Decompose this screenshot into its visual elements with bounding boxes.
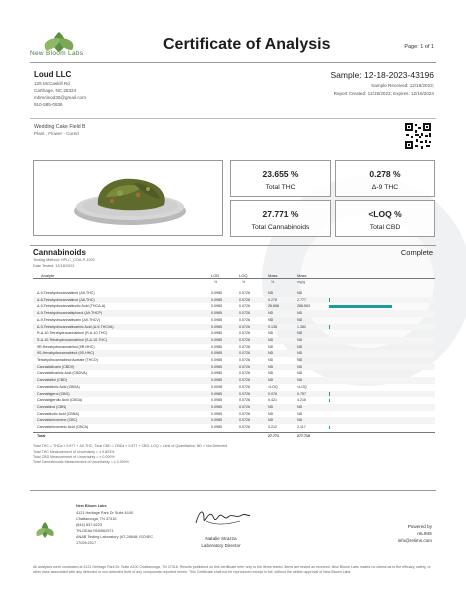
stat-delta9-thc (335, 160, 435, 197)
analyte-name: R-Δ-10-Tetrahydrocannabinol (R-Δ-10-THC) (37, 331, 108, 336)
analyte-mass-mg: 2.117 (297, 425, 306, 429)
analyte-lod: 0.0985 (211, 398, 222, 403)
analyte-name: 9S-Hexahydrocannabinol (9S-HHC) (37, 351, 95, 356)
stat-label: Δ-9 THC (371, 184, 399, 191)
analyte-loq: 0.0726 (239, 384, 250, 389)
analyte-mass: ND (268, 404, 274, 409)
product-photo (33, 160, 223, 236)
signature-image (192, 505, 252, 529)
analyte-mass: ND (268, 358, 274, 362)
table-row (33, 397, 435, 404)
analyte-mass: ND (268, 331, 274, 336)
unit-mass-mg: mg/g (297, 280, 305, 284)
analyte-name: Tetrahydrocannabinol Acetate (THCO) (37, 358, 98, 362)
analyte-name: Cannabigerolic Acid (CBGA) (37, 398, 83, 403)
lab-license: TN-DEA# RN0562971 (76, 529, 114, 533)
analyte-mass-mg: ND (297, 291, 303, 295)
flower-image (34, 161, 223, 236)
table-row (33, 377, 435, 384)
analyte-lod: 0.0985 (211, 351, 222, 356)
table-row (33, 411, 435, 418)
analyte-lod: 0.0985 (211, 304, 222, 309)
analyte-lod: 0.0985 (211, 418, 222, 423)
signer-role: Laboratory Director (201, 543, 241, 548)
analyte-bar (329, 426, 330, 430)
analyte-name: Δ-9-Tetrahydrocannabinolic Acid (THCA-A) (37, 304, 106, 309)
analyte-name: S-Δ-10-Tetrahydrocannabinol (S-Δ-10-THC) (37, 337, 107, 342)
analyte-mass: 0.278 (268, 297, 277, 302)
analyte-loq: 0.0726 (239, 304, 250, 309)
analyte-mass-mg: ND (297, 418, 303, 423)
analyte-loq: 0.0726 (239, 317, 250, 322)
lab-logo-small-icon (33, 520, 57, 542)
analyte-mass: 0.138 (268, 324, 277, 329)
unit-loq: % (242, 280, 246, 284)
header-lod: LOD (211, 273, 220, 278)
signer-name: Natalie Strazza (205, 536, 237, 541)
qr-code-icon (404, 122, 432, 150)
analyte-name: Δ-9-Tetrahydrocannabinol (Δ9-THC) (37, 291, 95, 295)
lab-name: New Bloom Labs (76, 504, 107, 508)
analyte-lod: 0.0985 (211, 337, 222, 342)
total-mass: 27.771 (268, 434, 279, 438)
stat-total-cannabinoids (230, 200, 331, 237)
analyte-mass-mg: ND (297, 378, 303, 383)
analyte-bar (329, 392, 330, 396)
disclaimer-text: All analyses were conducted at 4121 Heritage Park Dr. Suite A100 Chattanooga, TN 37416. Results published on this certificate refer only to the items tested. Items are tested as received. New Bloom Labs makes no claims as to the efficacy, safety, or other risks associated with any detected or non-detected level of any compounds reported herein. This Certificate shall not be reproduced except in full, without the written approval of New Bloom Labs. (33, 565, 431, 575)
table-row (33, 290, 435, 297)
analyte-loq: 0.0726 (239, 411, 250, 416)
analyte-bar (329, 399, 330, 403)
analyte-mass: 0.212 (268, 425, 277, 429)
table-row (33, 337, 435, 344)
analyte-name: Δ-9-Tetrahydrocannabiphorol (Δ9-THCP) (37, 311, 103, 316)
table-total-row (33, 432, 435, 439)
analyte-lod: 0.0985 (211, 358, 222, 362)
analyte-name: Cannabichromenic Acid (CBCA) (37, 425, 89, 429)
section-divider (30, 245, 436, 246)
stat-value: <LOQ % (368, 209, 402, 219)
table-row (33, 324, 435, 331)
stat-total-cbd (335, 200, 435, 237)
analyte-mass-mg: ND (297, 337, 303, 342)
analyte-name: Δ-9-Tetrahydrocannabivarinic Acid (Δ-9-THCVA) (37, 324, 114, 329)
table-note: Total CBD Measurement of Uncertainty = ± 0.000% (33, 455, 115, 459)
analyte-lod: 0.0985 (211, 425, 222, 429)
analyte-mass: ND (268, 317, 274, 322)
lab-accreditation-2: 17025:2017 (76, 541, 97, 545)
analyte-mass: ND (268, 418, 274, 423)
analyte-mass: ND (268, 337, 274, 342)
analyte-loq: 0.0726 (239, 291, 250, 295)
powered-by-site: info@relims.com (397, 538, 432, 543)
header-mass-mg: Mass (297, 273, 307, 278)
analyte-loq: 0.0726 (239, 324, 250, 329)
page-title: Certificate of Analysis (163, 36, 331, 53)
page-number: Page: 1 of 1 (404, 44, 434, 50)
total-label: Total (37, 434, 46, 438)
table-row (33, 417, 435, 424)
stat-total-thc (230, 160, 331, 197)
analyte-mass-mg: ND (297, 364, 303, 369)
analyte-loq: 0.0726 (239, 404, 250, 409)
analyte-loq: 0.0726 (239, 311, 250, 316)
analyte-mass-mg: 1.382 (297, 324, 306, 329)
table-row (33, 350, 435, 357)
analyte-loq: 0.0726 (239, 297, 250, 302)
stat-label: Total CBD (369, 224, 401, 231)
report-dates: Report Created: 12/19/2023; Expires: 12/18/2024 (333, 91, 434, 96)
table-row (33, 424, 435, 431)
stat-value: 27.771 % (262, 209, 299, 219)
analyte-bar (329, 305, 392, 309)
analyte-mass: <LOQ (268, 384, 278, 389)
client-address-1: 125 McCaskill Rd (34, 81, 70, 86)
analyte-name: Cannabigerol (CBG) (37, 391, 70, 396)
unit-mass: % (271, 280, 275, 284)
stat-value: 0.278 % (369, 169, 401, 179)
sample-received: Sample Received: 12/18/2023; (371, 83, 434, 88)
header-mass: Mass (268, 273, 278, 278)
analyte-loq: 0.0726 (239, 371, 250, 376)
analyte-mass-mg: ND (297, 317, 303, 322)
analyte-mass-mg: ND (297, 331, 303, 336)
analyte-loq: 0.0726 (239, 351, 250, 356)
table-row (33, 364, 435, 371)
stat-label: Total Cannabinoids (251, 224, 310, 231)
analyte-mass-mg: 4.216 (297, 398, 306, 403)
product-type: Plant , Flower - Cured (34, 131, 79, 136)
date-tested: Date Tested: 12/18/2023 (33, 264, 75, 268)
logo-name: New Bloom Labs (30, 50, 84, 57)
lab-address-1: 4121 Heritage Park Dr Suite A100 (76, 511, 134, 515)
analyte-lod: 0.0985 (211, 391, 222, 396)
analyte-mass-mg: ND (297, 344, 303, 349)
table-header (33, 272, 435, 279)
analyte-loq: 0.0726 (239, 398, 250, 403)
footer-divider (30, 490, 436, 491)
analyte-loq: 0.0726 (239, 378, 250, 383)
stat-label: Total THC (265, 184, 296, 191)
analyte-loq: 0.0726 (239, 337, 250, 342)
analyte-mass-mg: ND (297, 351, 303, 356)
analyte-mass-mg: 2.777 (297, 297, 306, 302)
product-name: Wedding Cake Field B (34, 124, 86, 130)
analyte-mass: ND (268, 311, 274, 316)
analyte-lod: 0.0985 (211, 331, 222, 336)
analyte-name: Cannabidivarin (CBDV) (37, 364, 75, 369)
analyte-mass-mg: ND (297, 311, 303, 316)
analyte-mass-mg: ND (297, 358, 303, 362)
header-analyte: Analyte (41, 273, 55, 278)
lab-accreditation: ANAB Testing Laboratory (AT-28648; ISO/IEC (76, 535, 154, 539)
analyte-mass: ND (268, 344, 274, 349)
analyte-name: Δ-8-Tetrahydrocannabinol (Δ8-THC) (37, 297, 95, 302)
stat-value: 23.655 % (262, 169, 299, 179)
table-row (33, 317, 435, 324)
analyte-mass: 0.076 (268, 391, 277, 396)
header-loq: LOQ (239, 273, 248, 278)
table-note: Total Cannabinoids Measurement of Uncertainty = ± 0.000% (33, 460, 129, 464)
analyte-mass-mg: <LOQ (297, 384, 307, 389)
analyte-mass: ND (268, 291, 274, 295)
analyte-mass-mg: ND (297, 411, 303, 416)
analyte-lod: 0.0985 (211, 311, 222, 316)
analyte-loq: 0.0726 (239, 425, 250, 429)
analyte-mass: ND (268, 411, 274, 416)
analyte-loq: 0.0726 (239, 391, 250, 396)
analyte-mass-mg: ND (297, 404, 303, 409)
analyte-mass: ND (268, 351, 274, 356)
analyte-mass: ND (268, 378, 274, 383)
total-mass-mg: 277.710 (297, 434, 310, 438)
analyte-name: Cannabidiol (CBD) (37, 378, 67, 383)
client-name: Loud LLC (34, 70, 72, 79)
powered-by-label: Powered by (407, 524, 432, 529)
analyte-lod: 0.0985 (211, 344, 222, 349)
client-divider (30, 118, 436, 119)
analyte-mass: ND (268, 364, 274, 369)
lab-phone: (844) 837-6223 (76, 523, 102, 527)
table-row (33, 297, 435, 304)
analyte-mass: ND (268, 371, 274, 376)
table-note: Total THC = THCa × 0.877 + Δ9-THC; Total CBD = CBDa × 0.877 + CBD; LOQ = Limit of Quantitation; ND = Not Detected (33, 444, 227, 448)
header-divider (30, 62, 436, 63)
client-email: mbmcleod30@gmail.com (34, 95, 86, 100)
analyte-name: Cannabinolic Acid (CBNA) (37, 411, 79, 416)
analyte-name: Cannabidiolic Acid (CBDA) (37, 384, 80, 389)
analyte-mass-mg: 0.757 (297, 391, 306, 396)
table-row (33, 344, 435, 351)
analyte-lod: 0.0985 (211, 291, 222, 295)
analyte-loq: 0.0726 (239, 418, 250, 423)
table-row (33, 404, 435, 411)
table-row (33, 310, 435, 317)
analyte-mass: 26.656 (268, 304, 279, 309)
client-phone: 910-585-0836 (34, 102, 63, 107)
analyte-name: Δ-9-Tetrahydrocannabivarin (Δ9-THCV) (37, 317, 100, 322)
table-row (33, 391, 435, 398)
analyte-mass-mg: ND (297, 371, 303, 376)
analyte-lod: 0.0985 (211, 378, 222, 383)
analyte-lod: 0.0985 (211, 317, 222, 322)
sample-id: Sample: 12-18-2023-43196 (330, 70, 434, 80)
table-row (33, 357, 435, 364)
analyte-lod: 0.0985 (211, 411, 222, 416)
table-row (33, 370, 435, 377)
table-note: Total THC Measurement of Uncertainty = ± 0.803% (33, 450, 115, 454)
powered-by-brand: reLIMS (417, 531, 432, 536)
analyte-loq: 0.0726 (239, 344, 250, 349)
analyte-mass: 0.421 (268, 398, 277, 403)
analyte-lod: 0.0985 (211, 324, 222, 329)
client-address-2: Carthage, NC 28324 (34, 88, 77, 93)
table-row (33, 303, 435, 310)
analyte-name: Cannabichromene (CBC) (37, 418, 78, 423)
analyte-lod: 0.0985 (211, 404, 222, 409)
table-row (33, 330, 435, 337)
analyte-mass-mg: 266.563 (297, 304, 310, 309)
analyte-lod: 0.0985 (211, 371, 222, 376)
analyte-loq: 0.0726 (239, 364, 250, 369)
analyte-bar (329, 298, 330, 302)
status-badge: Complete (400, 248, 433, 257)
analyte-lod: 0.0098 (211, 384, 222, 389)
analyte-bar (329, 325, 330, 329)
analyte-lod: 0.0985 (211, 297, 222, 302)
analyte-name: 9R-Hexahydrocannabinol (9R-HHC) (37, 344, 95, 349)
testing-method: Testing Method: HPLC_COA-P-1002 (33, 258, 95, 262)
unit-lod: % (214, 280, 218, 284)
analyte-name: Cannabidivarinic Acid (CBDVA) (37, 371, 87, 376)
table-row (33, 384, 435, 391)
analyte-name: Cannabinol (CBN) (37, 404, 67, 409)
analyte-loq: 0.0726 (239, 331, 250, 336)
analyte-loq: 0.0726 (239, 358, 250, 362)
analyte-lod: 0.0985 (211, 364, 222, 369)
section-title: Cannabinoids (33, 248, 86, 257)
lab-address-2: Chattanooga, TN 37416 (76, 517, 117, 521)
